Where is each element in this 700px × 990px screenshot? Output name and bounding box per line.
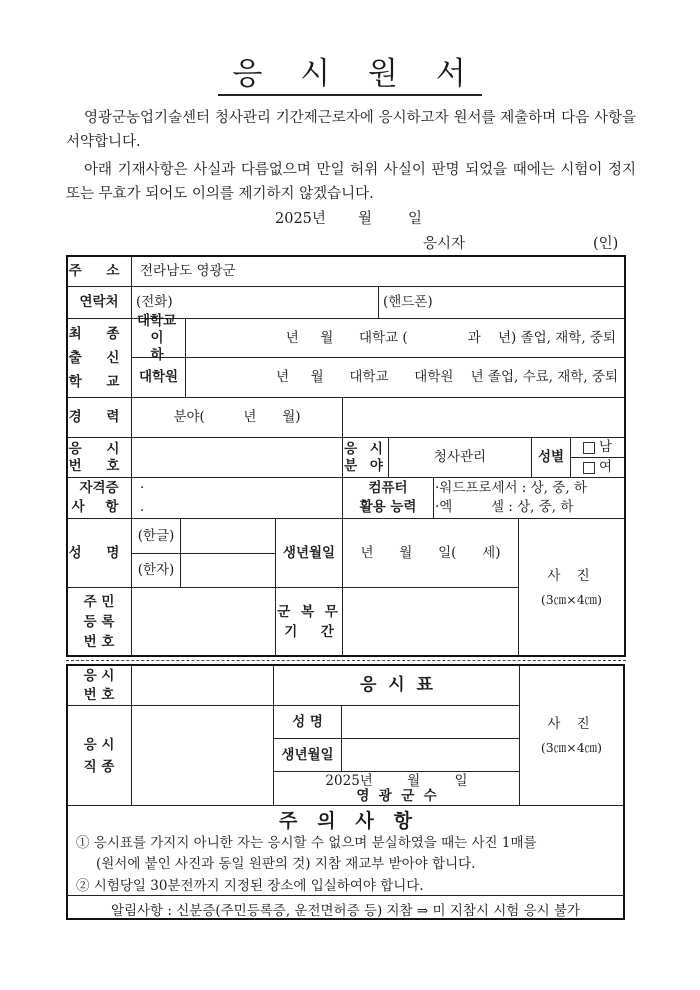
career-field[interactable]: 분야( 년 월) xyxy=(173,409,301,425)
ticket-exam-number-label: 응 시 번 호 xyxy=(83,667,115,703)
checkbox-icon xyxy=(583,462,595,474)
ticket-job-label: 응 시 직 종 xyxy=(83,736,115,775)
ticket-issue-block: 2025년 월 일 영 광 군 수 xyxy=(325,772,468,804)
military-service-label: 군 복 무 기 간 xyxy=(277,603,341,640)
college-below-label: 대학교 이 하 xyxy=(137,312,177,363)
gender-label: 성별 xyxy=(537,449,565,465)
notice-item-1: ① 응시표를 가지지 아니한 자는 응시할 수 없으며 분실하였을 때는 사진 1매를 xyxy=(76,835,537,851)
birth-label: 생년월일 xyxy=(282,544,336,561)
computer-skills-field[interactable]: ·워드프로세서 : 상, 중, 하 ·엑 셀 : 상, 중, 하 xyxy=(435,480,587,515)
name-hangul-field[interactable] xyxy=(181,519,275,553)
name-hangul-label: (한글) xyxy=(137,527,175,544)
pledge-paragraph-1: 영광군농업기술센터 청사관리 기간제근로자에 응시하고자 원서를 제출하며 다음 사항을 서약합니다. xyxy=(66,110,636,150)
ticket-job-field[interactable] xyxy=(132,706,273,805)
computer-label: 컴퓨터 활용 능력 xyxy=(359,480,417,515)
resident-number-label: 주 민 등 록 번 호 xyxy=(83,593,115,650)
address-label: 주 소 xyxy=(68,262,130,279)
resident-number-field[interactable] xyxy=(132,588,275,655)
graduate-field[interactable]: 년 월 대학교 대학원 년 졸업, 수료, 재학, 중퇴 xyxy=(276,369,618,385)
ticket-photo-box[interactable]: 사 진 (3㎝×4㎝) xyxy=(540,715,603,755)
career-label: 경 력 xyxy=(68,409,130,425)
name-hanja-label: (한자) xyxy=(137,562,175,578)
military-service-field[interactable] xyxy=(343,588,518,655)
notice-title: 주 의 사 항 xyxy=(279,810,412,832)
checkbox-icon xyxy=(583,442,595,454)
applicant-label: 응시자 xyxy=(423,236,466,252)
certificates-label: 자격증 사 항 xyxy=(71,480,127,515)
ticket-title: 응 시 표 xyxy=(360,675,433,695)
birth-field[interactable]: 년 월 일( 세) xyxy=(360,544,501,561)
gender-male-checkbox[interactable]: 남 xyxy=(571,438,624,457)
exam-field-value: 청사관리 xyxy=(433,449,487,465)
alert-notice: 알림사항 : 신분증(주민등록증, 운전면허증 등) 지참 ⇒ 미 지참시 시험 응시 불가 xyxy=(110,903,581,919)
photo-box[interactable]: 사 진 (3㎝×4㎝) xyxy=(540,567,603,607)
contact-label: 연락처 xyxy=(79,294,119,310)
date-month: 월 xyxy=(358,211,373,227)
mobile-field[interactable]: (핸드폰) xyxy=(383,294,433,310)
gender-female-checkbox[interactable]: 여 xyxy=(571,458,624,477)
exam-number-label: 응 시 번 호 xyxy=(68,440,130,474)
exam-field-label: 응 시 분 야 xyxy=(344,440,387,474)
date-day: 일 xyxy=(408,211,423,227)
career-extra-field[interactable] xyxy=(343,398,624,437)
graduate-label: 대학원 xyxy=(138,369,179,385)
name-label: 성 명 xyxy=(68,544,130,561)
ticket-exam-number-field[interactable] xyxy=(132,666,273,705)
pledge-paragraph-2: 아래 기재사항은 사실과 다름없으며 만일 허위 사실이 판명 되었을 때에는 시험이 정지 또는 무효가 되어도 이의를 제기하지 않겠습니다. xyxy=(66,162,636,202)
notice-item-1-cont: (원서에 붙인 사진과 동일 원판의 것) 지참 재교부 받아야 합니다. xyxy=(96,856,476,872)
address-field[interactable]: 전라남도 영광군 xyxy=(140,262,236,279)
certificates-field[interactable]: · . xyxy=(140,480,145,515)
ticket-birth-field[interactable] xyxy=(342,739,519,771)
date-year: 2025년 xyxy=(275,211,326,227)
name-hanja-field[interactable] xyxy=(181,554,275,587)
ticket-birth-label: 생년월일 xyxy=(281,746,334,763)
page-title: 응 시 원 서 xyxy=(0,48,700,93)
seal-mark: (인) xyxy=(593,236,619,252)
education-label: 최 종 출 신 학 교 xyxy=(68,326,130,390)
ticket-name-field[interactable] xyxy=(342,706,519,738)
college-below-field[interactable]: 년 월 대학교 ( 과 년) 졸업, 재학, 중퇴 xyxy=(285,329,616,346)
exam-number-field[interactable] xyxy=(132,438,342,477)
ticket-name-label: 성 명 xyxy=(292,713,323,730)
notice-item-2: ② 시험당일 30분전까지 지정된 장소에 입실하여야 합니다. xyxy=(76,878,424,894)
phone-field[interactable]: (전화) xyxy=(136,294,173,310)
cut-line xyxy=(66,660,626,661)
